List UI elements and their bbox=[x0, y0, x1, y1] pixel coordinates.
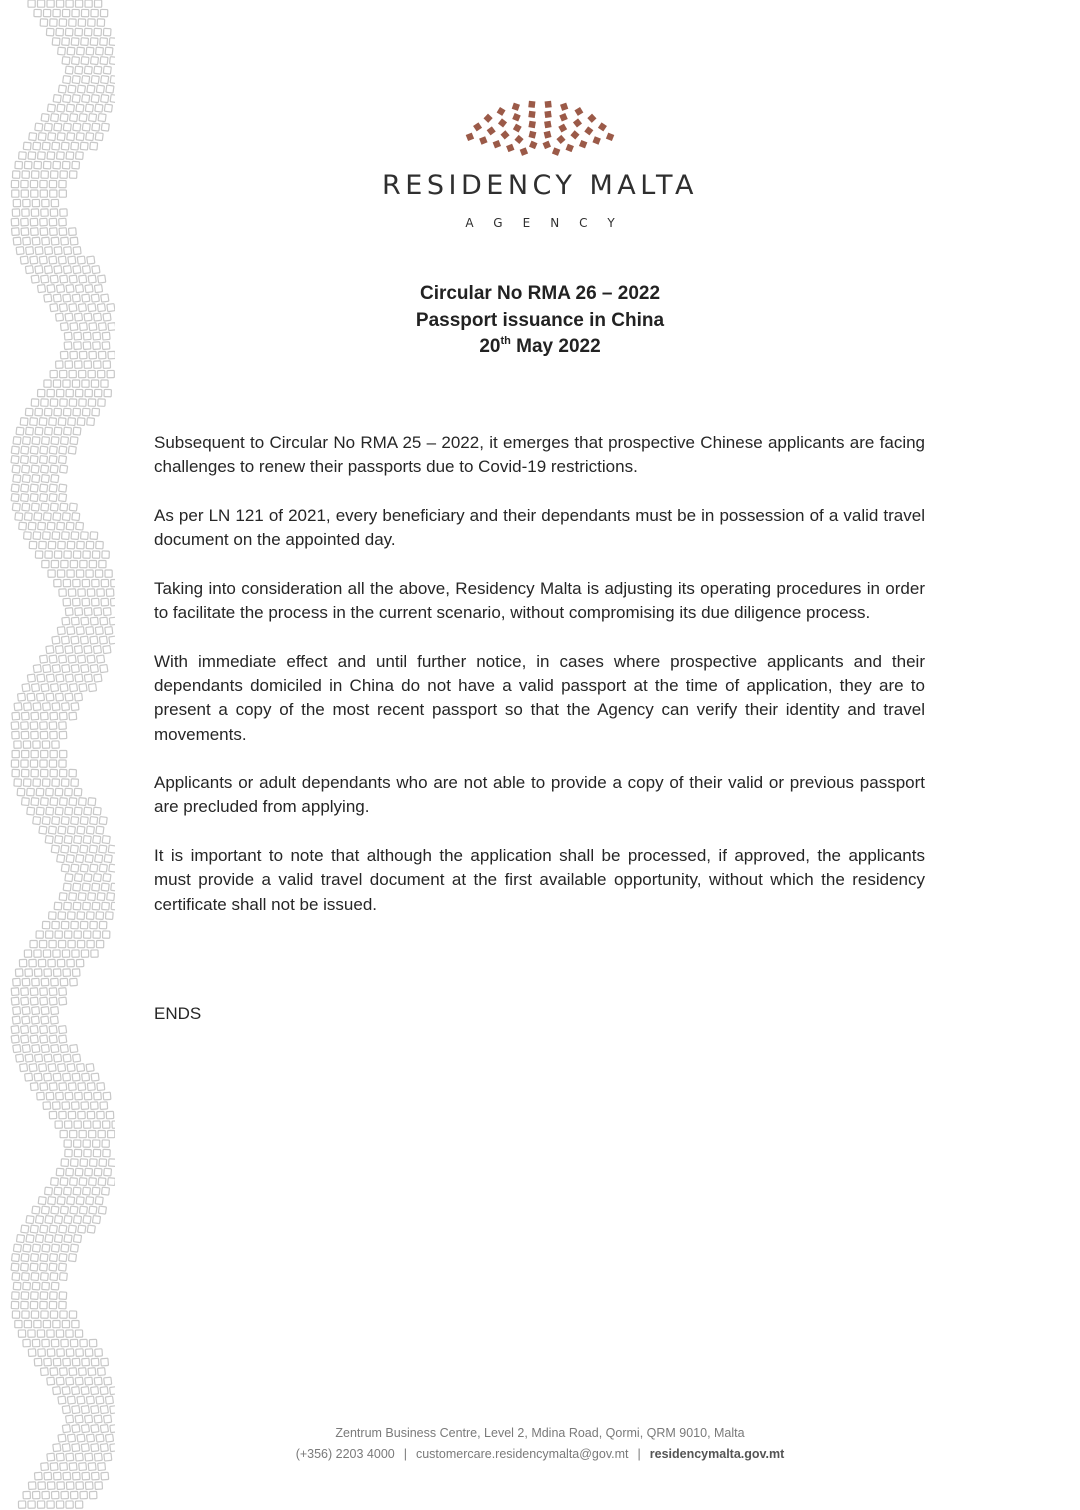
circular-number: Circular No RMA 26 – 2022 bbox=[419, 283, 661, 304]
footer-website[interactable]: residencymalta.gov.mt bbox=[649, 1447, 785, 1461]
date-day: 20 bbox=[479, 336, 501, 357]
paragraph: Applicants or adult dependants who are not able to provide a copy of their valid or previous passport are precluded from applying. bbox=[154, 773, 925, 817]
footer-email[interactable]: customercare.residencymalta@gov.mt bbox=[415, 1447, 629, 1461]
paragraph: As per LN 121 of 2021, every beneficiary and their dependants must be in possession of a valid travel document on the appointed day. bbox=[154, 505, 925, 550]
circular-body bbox=[154, 431, 925, 941]
circular-heading bbox=[0, 281, 1080, 361]
residency-malta-logo-icon bbox=[460, 96, 620, 158]
closing-ends: ENDS bbox=[154, 1004, 202, 1023]
paragraph: With immediate effect and until further notice, in cases where prospective applicants and their dependants domiciled in China do not have a valid passport at the time of application, they are to present a copy of the most recent passport so that the Agency can verify their identity and travel movements. bbox=[154, 651, 925, 744]
date-month-year: May 2022 bbox=[510, 336, 601, 357]
circular-date bbox=[0, 334, 1080, 361]
paragraph: Taking into consideration all the above, Residency Malta is adjusting its operating procedures in order to facilitate the process in the current scenario, without compromising its due diligence process. bbox=[154, 578, 925, 623]
footer-contact bbox=[0, 1447, 1080, 1461]
brand-subtitle: AGENCY bbox=[465, 216, 635, 230]
brand-name: RESIDENCY MALTA bbox=[382, 170, 698, 201]
footer-address: Zentrum Business Centre, Level 2, Mdina Road, Qormi, QRM 9010, Malta bbox=[335, 1426, 745, 1440]
date-suffix: th bbox=[500, 334, 511, 347]
paragraph: It is important to note that although the application shall be processed, if approved, the applicants must provide a valid travel document at the first available opportunity, without which the residency certificate shall not be issued. bbox=[154, 846, 925, 914]
circular-subject: Passport issuance in China bbox=[415, 309, 665, 331]
paragraph: Subsequent to Circular No RMA 25 – 2022, it emerges that prospective Chinese applicants are facing challenges to renew their passports due to Covid-19 restrictions. bbox=[154, 433, 925, 477]
footer-separator: | bbox=[637, 1447, 641, 1461]
footer-phone: (+356) 2203 4000 bbox=[295, 1447, 395, 1461]
footer-separator: | bbox=[403, 1447, 407, 1461]
